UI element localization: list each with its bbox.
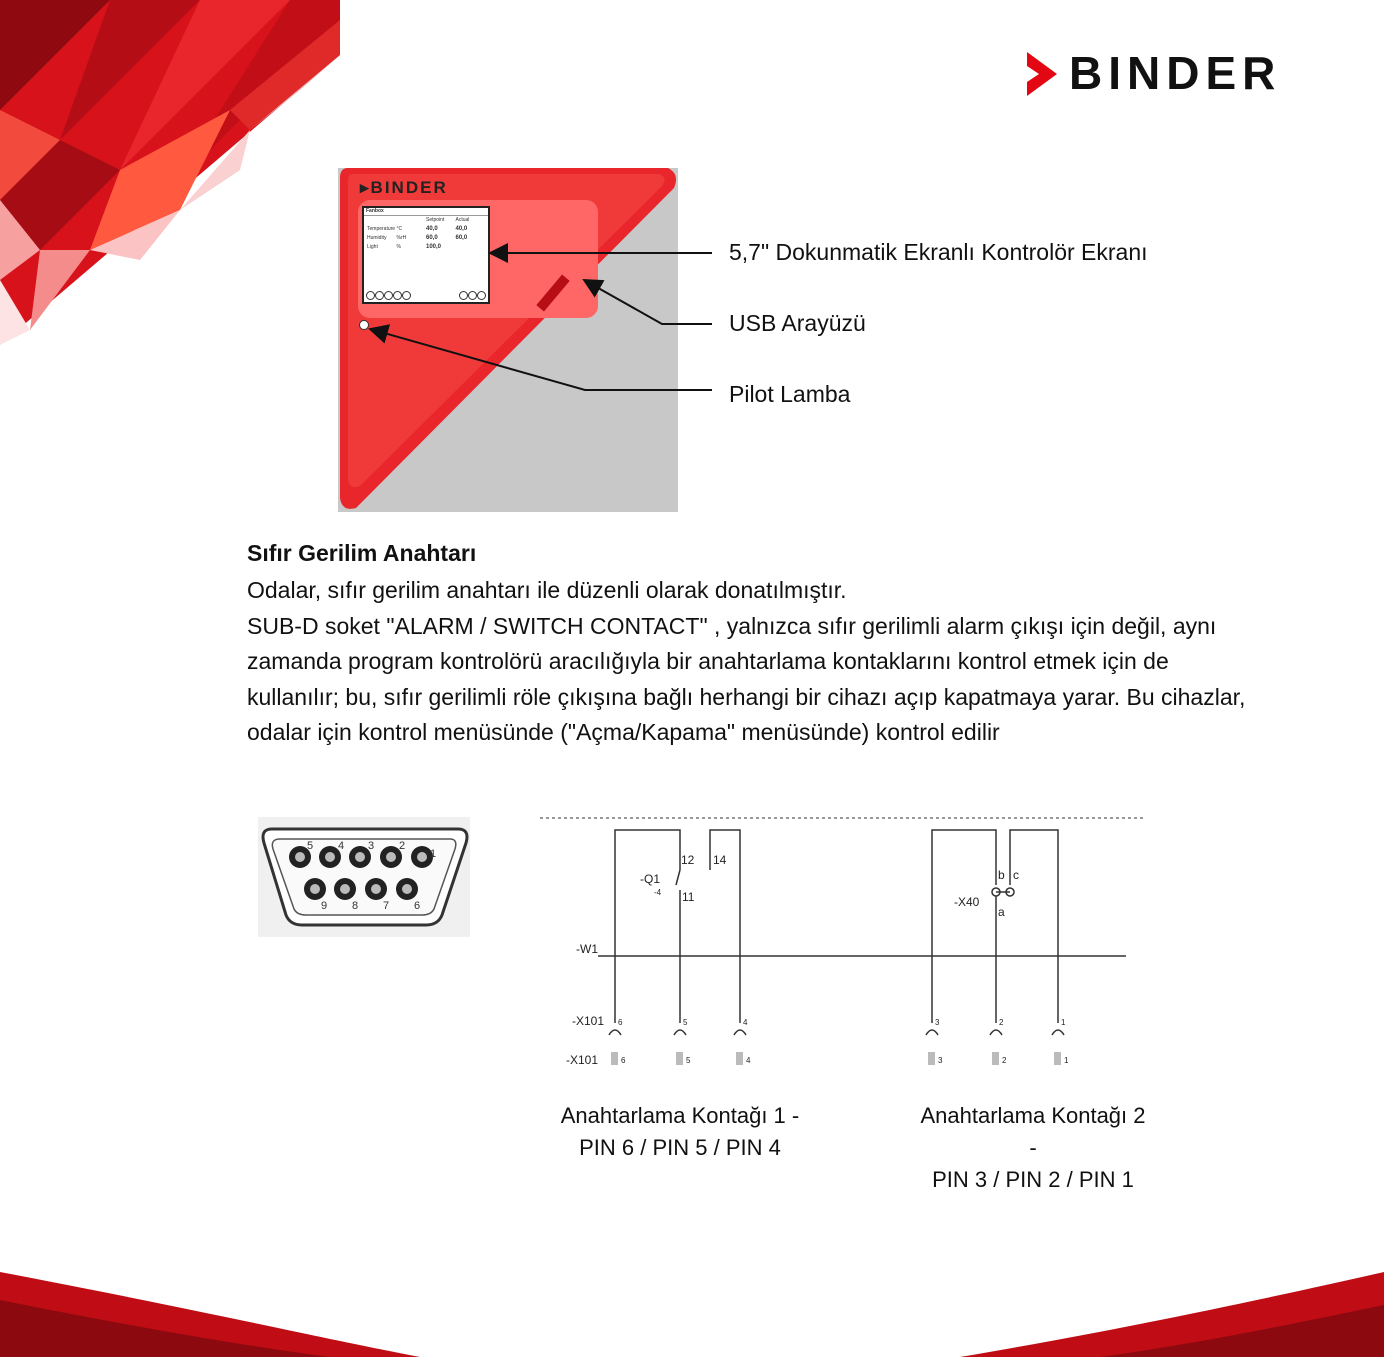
pin-label: 4 bbox=[338, 840, 345, 852]
schematic-label: 14 bbox=[713, 853, 727, 867]
paragraph: SUB-D soket "ALARM / SWITCH CONTACT" , yalnızca sıfır gerilimli alarm çıkışı için değil, aynı zamanda program kontrolörü aracılığıyla bir anahtarlama kontaklarını kontrol etmek için de kullanılır; bu, sıfır gerilimli röle çıkışına bağlı herhangi bir cihazı açıp kapatmaya yarar. Bu cihazlar, odalar için kontrol menüsünde ("Açma/Kapama" menüsünde) kontrol edilir bbox=[247, 612, 1246, 745]
pin-number: 1 bbox=[1061, 1018, 1066, 1027]
pin-number: 6 bbox=[621, 1056, 626, 1065]
callout-usb-label: USB Arayüzü bbox=[729, 310, 866, 336]
subd-connector-figure bbox=[258, 817, 470, 937]
pin-number: 4 bbox=[743, 1018, 748, 1027]
pin-number: 2 bbox=[999, 1018, 1004, 1027]
pin-number: 2 bbox=[1002, 1056, 1007, 1065]
schematic-label: -Q1 bbox=[640, 872, 661, 886]
pin-label: 7 bbox=[383, 900, 390, 912]
schematic-label: 12 bbox=[681, 853, 695, 867]
section-title: Sıfır Gerilim Anahtarı bbox=[247, 540, 477, 566]
pin-label: 5 bbox=[307, 840, 314, 852]
schematic-label: a bbox=[998, 905, 1005, 919]
pin-label: 2 bbox=[399, 840, 406, 852]
pin-number: 6 bbox=[618, 1018, 623, 1027]
pin-label: 1 bbox=[430, 848, 437, 860]
callout-lines bbox=[0, 0, 1384, 600]
screen-row: Humidity %rH 60,0 60,0 bbox=[367, 235, 468, 241]
paragraph: Odalar, sıfır gerilim anahtarı ile düzenli olarak donatılmıştır. bbox=[247, 577, 847, 603]
panel-brand: ▸BINDER bbox=[360, 178, 448, 197]
schematic-label: b bbox=[998, 868, 1005, 882]
pin-number: 3 bbox=[938, 1056, 943, 1065]
pin-number: 4 bbox=[746, 1056, 751, 1065]
schematic-label: 11 bbox=[682, 890, 695, 904]
caption-contact-2: Anahtarlama Kontağı 2 - PIN 3 / PIN 2 / PIN 1 bbox=[920, 1103, 1146, 1192]
footer-red-wave bbox=[0, 1250, 1384, 1357]
section-body bbox=[247, 573, 1247, 751]
schematic-label: -W1 bbox=[576, 942, 598, 956]
screen-row: Temperature °C 40,0 40,0 bbox=[367, 226, 468, 232]
screen-row: Light % 100,0 bbox=[367, 244, 442, 250]
callout-screen-label: 5,7" Dokunmatik Ekranlı Kontrolör Ekranı bbox=[729, 239, 1148, 265]
pin-label: 8 bbox=[352, 900, 359, 912]
pin-label: 9 bbox=[321, 900, 328, 912]
pin-label: 6 bbox=[414, 900, 421, 912]
caption-contact-1: Anahtarlama Kontağı 1 - PIN 6 / PIN 5 / PIN 4 bbox=[560, 1103, 800, 1160]
wiring-schematic bbox=[540, 815, 1150, 1085]
schematic-label: c bbox=[1013, 868, 1019, 882]
pin-number: 1 bbox=[1064, 1056, 1069, 1065]
screen-column-headers: Setpoint Actual bbox=[426, 217, 470, 223]
pin-number: 5 bbox=[683, 1018, 688, 1027]
brand-name: BINDER bbox=[1069, 47, 1282, 99]
schematic-label: -X40 bbox=[954, 895, 980, 909]
schematic-label: -4 bbox=[654, 888, 662, 897]
pin-number: 3 bbox=[935, 1018, 940, 1027]
schematic-label: -X101 bbox=[566, 1053, 599, 1067]
callout-lamp-label: Pilot Lamba bbox=[729, 381, 851, 407]
screen-header: Fanbox bbox=[364, 208, 488, 216]
pin-label: 3 bbox=[368, 840, 375, 852]
schematic-label: -X101 bbox=[572, 1014, 605, 1028]
pin-number: 5 bbox=[686, 1056, 691, 1065]
subd-connector-icon bbox=[258, 817, 470, 937]
